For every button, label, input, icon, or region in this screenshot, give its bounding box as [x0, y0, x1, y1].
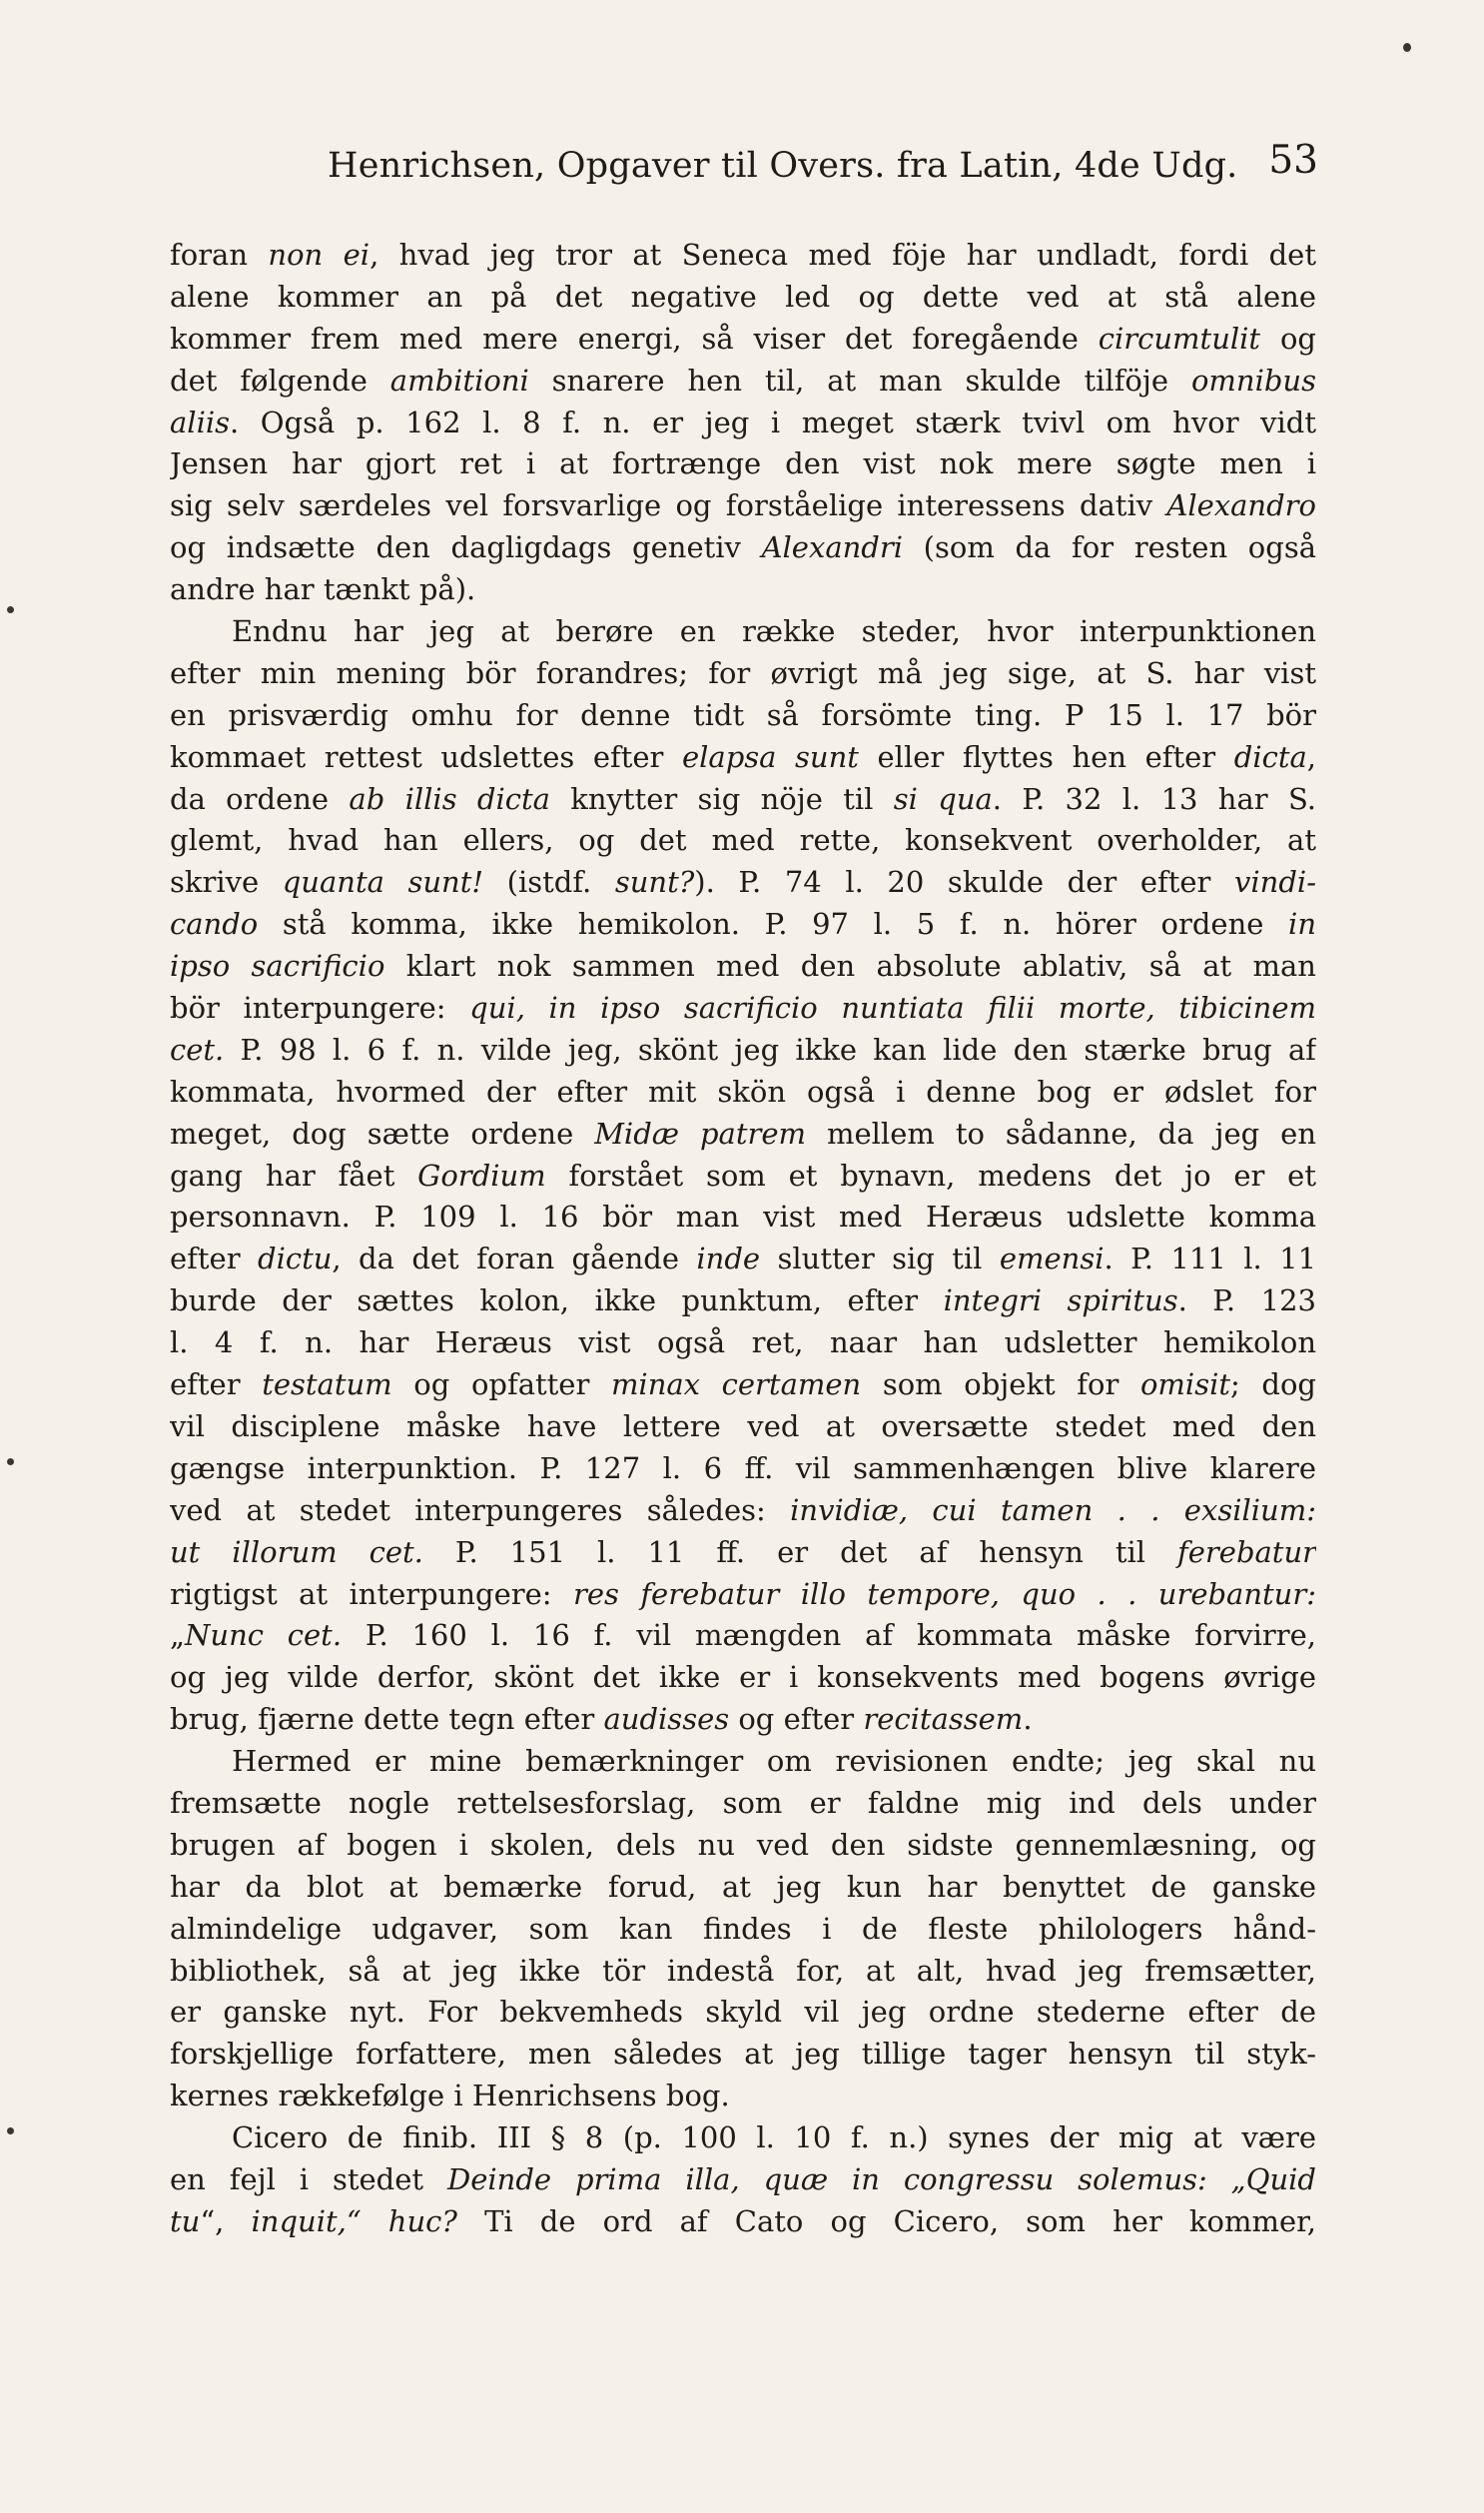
text-run: Endnu har jeg at berøre en række steder, hvor interpunktionen [232, 614, 1316, 649]
text-run: alene kommer an på det negative led og dette ved at stå alene [170, 279, 1316, 314]
text-run: „ [170, 1618, 186, 1653]
italic-latin-phrase: non ei [268, 238, 371, 272]
text-line [170, 1322, 1316, 1364]
text-line [170, 1364, 1316, 1406]
text-line [170, 695, 1316, 737]
text-line [170, 1448, 1316, 1490]
italic-latin-phrase: in [1288, 907, 1316, 942]
text-run: og opfatter [391, 1367, 611, 1402]
text-run: brugen af bogen i skolen, dels nu ved den sidste gennemlæsning, og [170, 1827, 1316, 1862]
italic-latin-phrase: ut illorum cet. [170, 1534, 423, 1569]
text-line [170, 1909, 1316, 1951]
text-run: snarere hen til, at man skulde tilföje [528, 363, 1191, 398]
text-run: efter min mening bör forandres; for øvrigt må jeg sige, at S. har vist [170, 655, 1316, 690]
text-run: burde der sættes kolon, ikke punktum, efter [170, 1283, 944, 1318]
text-line [170, 2034, 1316, 2076]
italic-latin-phrase: ferebatur [1177, 1534, 1316, 1569]
text-run: bör interpungere: [170, 991, 470, 1026]
text-line [170, 1490, 1316, 1532]
text-line [170, 779, 1316, 821]
text-line [170, 862, 1316, 904]
text-run: l. 4 f. n. har Heræus vist også ret, naar han udsletter hemikolon [170, 1325, 1316, 1360]
text-run: forskjellige forfattere, men således at jeg tillige tager hensyn til styk- [170, 2037, 1316, 2072]
text-run: eller flyttes hen efter [858, 739, 1234, 774]
text-run: glemt, hvad han ellers, og det med rette, konsekvent overholder, at [170, 823, 1316, 858]
text-run: . Også p. 162 l. 8 f. n. er jeg i meget stærk tvivl om hvor vidt [230, 405, 1316, 439]
italic-latin-phrase: omisit [1139, 1367, 1231, 1402]
italic-latin-phrase: integri spiritus [943, 1283, 1178, 1318]
text-run: og efter [729, 1702, 864, 1737]
text-run: Ti de ord af Cato og Cicero, som her kommer, [456, 2203, 1316, 2238]
italic-latin-phrase: circumtulit [1098, 321, 1261, 356]
text-line [170, 235, 1316, 277]
text-run: (som da for resten også [903, 530, 1316, 565]
text-line [170, 2159, 1316, 2201]
text-run: klart nok sammen med den absolute ablativ, så at man [384, 949, 1316, 984]
text-run: kernes rækkefølge i Henrichsens bog. [170, 2079, 730, 2113]
text-run: bibliothek, så at jeg ikke tör indestå for, at alt, hvad jeg fremsætter, [170, 1953, 1316, 1988]
page-header [170, 136, 1318, 196]
text-line [170, 904, 1316, 946]
text-line [170, 611, 1316, 653]
text-line [170, 1825, 1316, 1867]
text-line [170, 988, 1316, 1030]
text-run: har da blot at bemærke forud, at jeg kun har benyttet de ganske [170, 1869, 1316, 1904]
text-run: vil disciplene måske have lettere ved at oversætte stedet med den [170, 1408, 1316, 1443]
italic-latin-phrase: Deinde prima illa, quæ in congressu solemus: „Quid [446, 2161, 1316, 2196]
italic-latin-phrase: audisses [603, 1702, 730, 1737]
text-run: P. 160 l. 16 f. vil mængden af kommata måske forvirre, [342, 1618, 1316, 1653]
text-line [170, 1615, 1316, 1657]
text-run: , da det foran gående [332, 1242, 697, 1276]
text-run: en fejl i stedet [170, 2161, 447, 2196]
text-line [170, 1114, 1316, 1156]
text-run: ). P. 74 l. 20 skulde der efter [694, 865, 1235, 900]
text-line [170, 1280, 1316, 1322]
text-line [170, 1992, 1316, 2034]
text-line [170, 1156, 1316, 1198]
text-line [170, 485, 1316, 527]
text-run: kommata, hvormed der efter mit skön også i denne bog er ødslet for [170, 1074, 1316, 1109]
text-run: rigtigst at interpungere: [170, 1576, 573, 1611]
text-line [170, 820, 1316, 862]
italic-latin-phrase: tu [170, 2203, 201, 2238]
body-text [170, 235, 1316, 2243]
italic-latin-phrase: invidiæ, cui tamen . . exsilium: [790, 1492, 1316, 1527]
text-run: og [1260, 321, 1316, 356]
text-run: stå komma, ikke hemikolon. P. 97 l. 5 f. n. hörer ordene [258, 907, 1289, 942]
text-run: meget, dog sætte ordene [170, 1116, 595, 1151]
italic-latin-phrase: ipso sacrificio [170, 949, 385, 984]
text-line [170, 403, 1316, 444]
text-line [170, 319, 1316, 361]
text-run: en prisværdig omhu for denne tidt så forsömte ting. P 15 l. 17 bör [170, 697, 1316, 732]
text-run: , hvad jeg tror at Seneca med föje har undladt, fordi det [370, 238, 1316, 272]
text-run: knytter sig nöje til [549, 781, 894, 816]
italic-latin-phrase: elapsa sunt [681, 739, 859, 774]
text-line [170, 1741, 1316, 1783]
italic-latin-phrase: ambitioni [389, 363, 529, 398]
text-run: . [1023, 1702, 1033, 1737]
page-number: 53 [1268, 138, 1318, 183]
italic-latin-phrase: Nunc cet. [185, 1618, 343, 1653]
text-run: Hermed er mine bemærkninger om revisionen endte; jeg skal nu [232, 1744, 1316, 1779]
margin-dot-mark [7, 1458, 14, 1465]
italic-latin-phrase: sunt? [614, 865, 695, 900]
text-run: sig selv særdeles vel forsvarlige og forståelige interessens dativ [170, 488, 1167, 523]
text-run: kommer frem med mere energi, så viser det foregående [170, 321, 1099, 356]
text-line [170, 2117, 1316, 2159]
italic-latin-phrase: dictu [258, 1242, 333, 1276]
text-run: efter [170, 1242, 258, 1276]
text-run: , [1306, 739, 1316, 774]
text-line [170, 1406, 1316, 1448]
text-run: personnavn. P. 109 l. 16 bör man vist med Heræus udslette komma [170, 1200, 1316, 1235]
margin-dot-mark [7, 2127, 14, 2134]
italic-latin-phrase: emensi [999, 1242, 1105, 1276]
italic-latin-phrase: omnibus [1190, 363, 1316, 398]
text-run: efter [170, 1367, 263, 1402]
text-line [170, 2076, 1316, 2117]
text-line [170, 1072, 1316, 1114]
text-run: mellem to sådanne, da jeg en [806, 1116, 1316, 1151]
text-run: fremsætte nogle rettelsesforslag, som er faldne mig ind dels under [170, 1785, 1316, 1820]
italic-latin-phrase: quanta sunt! [282, 865, 484, 900]
text-run: som objekt for [861, 1367, 1140, 1402]
text-line [170, 1699, 1316, 1741]
text-run: foran [170, 238, 269, 272]
text-run: . P. 111 l. 11 [1104, 1242, 1316, 1276]
text-line [170, 737, 1316, 779]
text-run: Cicero de finib. III § 8 (p. 100 l. 10 f. n.) synes der mig at være [232, 2120, 1316, 2155]
text-line [170, 1783, 1316, 1825]
ink-speck-mark [1403, 43, 1411, 52]
italic-latin-phrase: ab illis dicta [349, 781, 550, 816]
text-line [170, 653, 1316, 695]
italic-latin-phrase: cet. [170, 1032, 225, 1067]
text-line [170, 361, 1316, 403]
text-run: (istdf. [483, 865, 615, 900]
italic-latin-phrase: res ferebatur illo tempore, quo . . urebantur: [573, 1576, 1316, 1611]
text-run: ; dog [1230, 1367, 1316, 1402]
text-run: . P. 32 l. 13 har S. [992, 781, 1316, 816]
italic-latin-phrase: si qua [893, 781, 993, 816]
text-line [170, 1239, 1316, 1280]
text-run: slutter sig til [760, 1242, 1000, 1276]
italic-latin-phrase: vindi- [1234, 865, 1316, 900]
text-line [170, 569, 1316, 611]
italic-latin-phrase: dicta [1233, 739, 1307, 774]
text-line [170, 1574, 1316, 1616]
italic-latin-phrase: recitassem [863, 1702, 1024, 1737]
text-line [170, 1532, 1316, 1574]
running-title: Henrichsen, Opgaver til Overs. fra Latin, 4de Udg. [328, 146, 1238, 186]
text-line [170, 2201, 1316, 2243]
italic-latin-phrase: aliis [170, 405, 230, 439]
italic-latin-phrase: Alexandri [761, 530, 903, 565]
text-run: “, [200, 2203, 252, 2238]
text-run: . P. 123 [1177, 1283, 1316, 1318]
italic-latin-phrase: testatum [262, 1367, 392, 1402]
text-run: P. 151 l. 11 ff. er det af hensyn til [422, 1534, 1178, 1569]
text-run: da ordene [170, 781, 350, 816]
text-run: ved at stedet interpungeres således: [170, 1492, 791, 1527]
text-run: kommaet rettest udslettes efter [170, 739, 682, 774]
italic-latin-phrase: Alexandro [1166, 488, 1316, 523]
text-line [170, 1867, 1316, 1909]
text-line [170, 527, 1316, 569]
text-line [170, 1197, 1316, 1239]
text-line [170, 1657, 1316, 1699]
italic-latin-phrase: inquit,“ huc? [251, 2203, 457, 2238]
italic-latin-phrase: Gordium [417, 1158, 546, 1193]
text-line [170, 946, 1316, 988]
text-line [170, 443, 1316, 485]
text-run: gængse interpunktion. P. 127 l. 6 ff. vil sammenhængen blive klarere [170, 1450, 1316, 1485]
italic-latin-phrase: minax certamen [610, 1367, 862, 1402]
text-run: gang har fået [170, 1158, 418, 1193]
text-run: og indsætte den dagligdags genetiv [170, 530, 762, 565]
text-run: brug, fjærne dette tegn efter [170, 1702, 604, 1737]
italic-latin-phrase: cando [170, 907, 259, 942]
text-line [170, 1951, 1316, 1993]
text-line [170, 277, 1316, 319]
text-run: Jensen har gjort ret i at fortrænge den vist nok mere søgte men i [170, 446, 1316, 481]
text-run: er ganske nyt. For bekvemheds skyld vil jeg ordne stederne efter de [170, 1995, 1316, 2030]
italic-latin-phrase: qui, in ipso sacrificio nuntiata filii morte, tibicinem [469, 991, 1316, 1026]
italic-latin-phrase: Midæ patrem [594, 1116, 807, 1151]
text-run: det følgende [170, 363, 390, 398]
text-run: forstået som et bynavn, medens det jo er et [545, 1158, 1316, 1193]
italic-latin-phrase: inde [696, 1242, 761, 1276]
text-run: almindelige udgaver, som kan findes i de fleste philologers hånd- [170, 1911, 1316, 1946]
margin-dot-mark [7, 606, 14, 613]
text-line [170, 1030, 1316, 1072]
text-run: skrive [170, 865, 283, 900]
text-run: andre har tænkt på). [170, 572, 476, 607]
text-run: og jeg vilde derfor, skönt det ikke er i konsekvents med bogens øvrige [170, 1660, 1316, 1695]
text-run: P. 98 l. 6 f. n. vilde jeg, skönt jeg ikke kan lide den stærke brug af [224, 1032, 1316, 1067]
